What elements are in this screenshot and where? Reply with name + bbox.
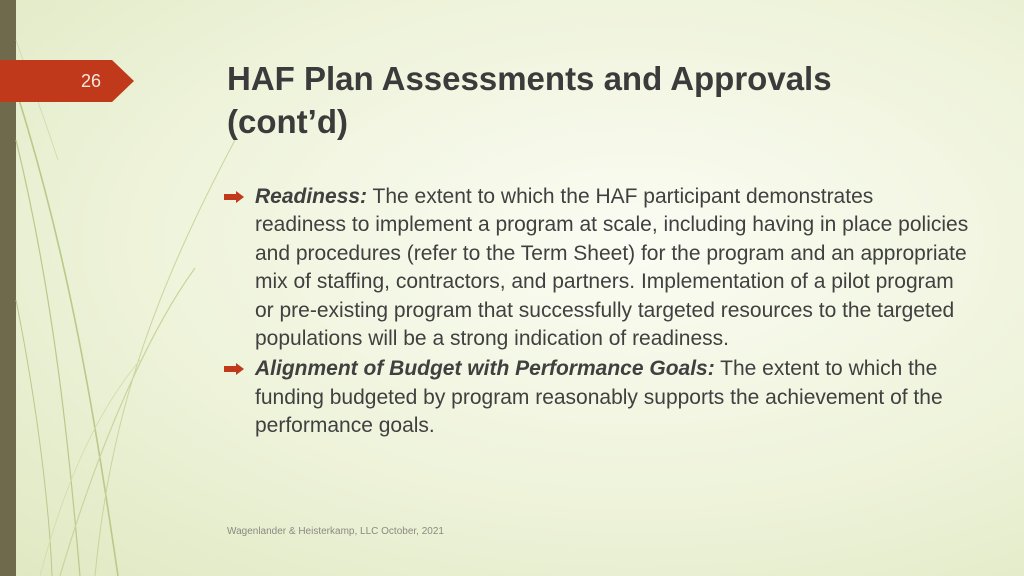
bullet-text: The extent to which the funding budgeted by program reasonably supports the achievement of the performance goals. xyxy=(255,357,943,438)
slide-number-tab xyxy=(0,60,134,102)
bullet-item-readiness xyxy=(224,183,969,353)
bullet-list xyxy=(224,183,969,443)
footer-text: Wagenlander & Heisterkamp, LLC October, 2021 xyxy=(227,526,444,537)
bullet-term: Readiness: xyxy=(255,185,368,208)
bullet-item-alignment xyxy=(224,355,969,440)
arrow-bullet-icon xyxy=(224,191,244,203)
slide-number: 26 xyxy=(80,71,102,91)
slide-title: HAF Plan Assessments and Approvals (cont’d) xyxy=(227,60,832,140)
bullet-term: Alignment of Budget with Performance Goals: xyxy=(255,357,715,381)
bullet-text: The extent to which the HAF participant demonstrates readiness to implement a program at scale, including having in place policies and procedures (refer to the Term Sheet) for the program and an appropriate mix of staffing, contractors, and partners. Implementation of a pilot program or pre-existing program that successfully targeted resources to the targeted populations will be a strong indication of readiness. xyxy=(255,185,969,351)
arrow-bullet-icon xyxy=(224,363,244,375)
